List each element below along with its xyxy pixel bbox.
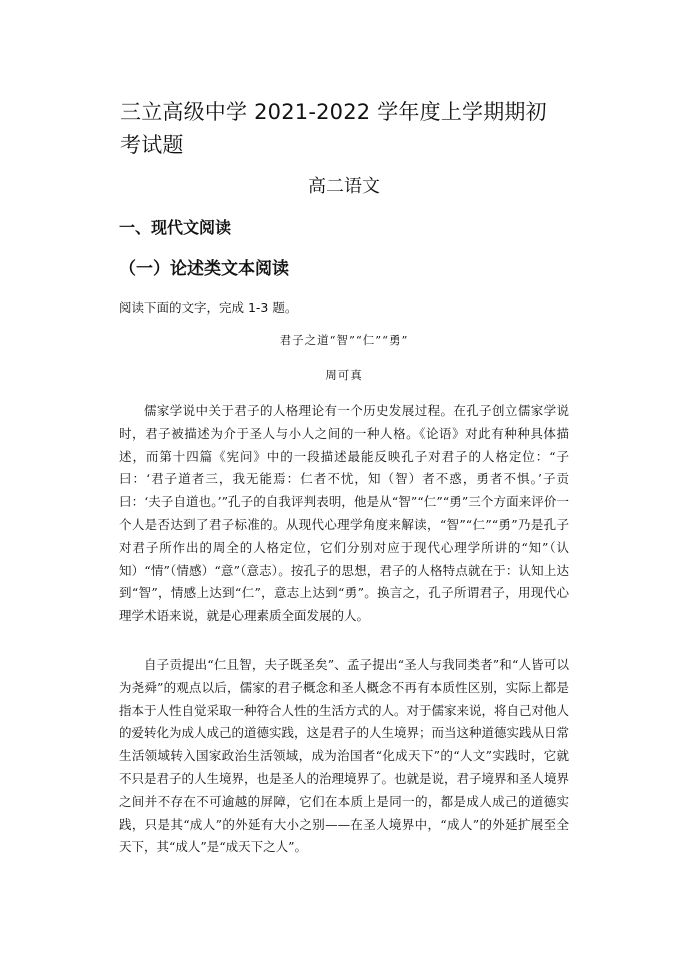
article-title: 君子之道“智”“仁”“勇”: [279, 333, 409, 347]
subsection-heading: （一）论述类文本阅读: [119, 259, 289, 279]
section-heading: 一、现代文阅读: [119, 218, 232, 237]
reading-instruction: 阅读下面的文字，完成 1-3 题。: [119, 300, 298, 315]
exam-title: 三立高级中学 2021-2022 学年度上学期期初考试题: [120, 100, 547, 157]
article-paragraph: 儒家学说中关于君子的人格理论有一个历史发展过程。在孔子创立儒家学说时，君子被描述为介于圣人与小人之间的一种人格。《论语》对此有种种具体描述，而第十四篇《宪问》中的一段描述最能反映孔子对君子的人格定位：“子曰：‘君子道者三，我无能焉：仁者不忧，知（智）者不惑，勇者不惧。’子贡曰：‘夫子自道也。’”孔子的自我评判表明，他是从“智”“仁”“勇”三个方面来评价一个人是否达到了君子标准的。从现代心理学角度来解读，“智”“仁”“勇”乃是孔子对君子所作出的周全的人格定位，它们分别对应于现代心理学所讲的“知”（认知）“情”（情感）“意”（意志）。按孔子的思想，君子的人格特点就在于：认知上达到“智”，情感上达到“仁”，意志上达到“勇”。换言之，孔子所谓君子，用现代心理学术语来说，就是心理素质全面发展的人。: [119, 403, 569, 624]
article-paragraph: 自子贡提出“仁且智，夫子既圣矣”、孟子提出“圣人与我同类者”和“人皆可以为尧舜”的观点以后，儒家的君子概念和圣人概念不再有本质性区别，实际上都是指本于人性自觉采取一种符合人性的生活方式的人。对于儒家来说，将自己对他人的爱转化为成人成己的道德实践，这是君子的人生境界；而当这种道德实践从日常生活领域转入国家政治生活领域，成为治国者“化成天下”的“人文”实践时，它就不只是君子的人生境界，也是圣人的治理境界了。也就是说，君子境界和圣人境界之间并不存在不可逾越的屏障，它们在本质上是同一的，都是成人成己的道德实践，只是其“成人”的外延有大小之别——在圣人境界中，“成人”的外延扩展至全天下，其“成人”是“成天下之人”。: [119, 657, 570, 855]
subject-title: 高二语文: [308, 176, 380, 197]
article-author: 周可真: [325, 368, 363, 382]
